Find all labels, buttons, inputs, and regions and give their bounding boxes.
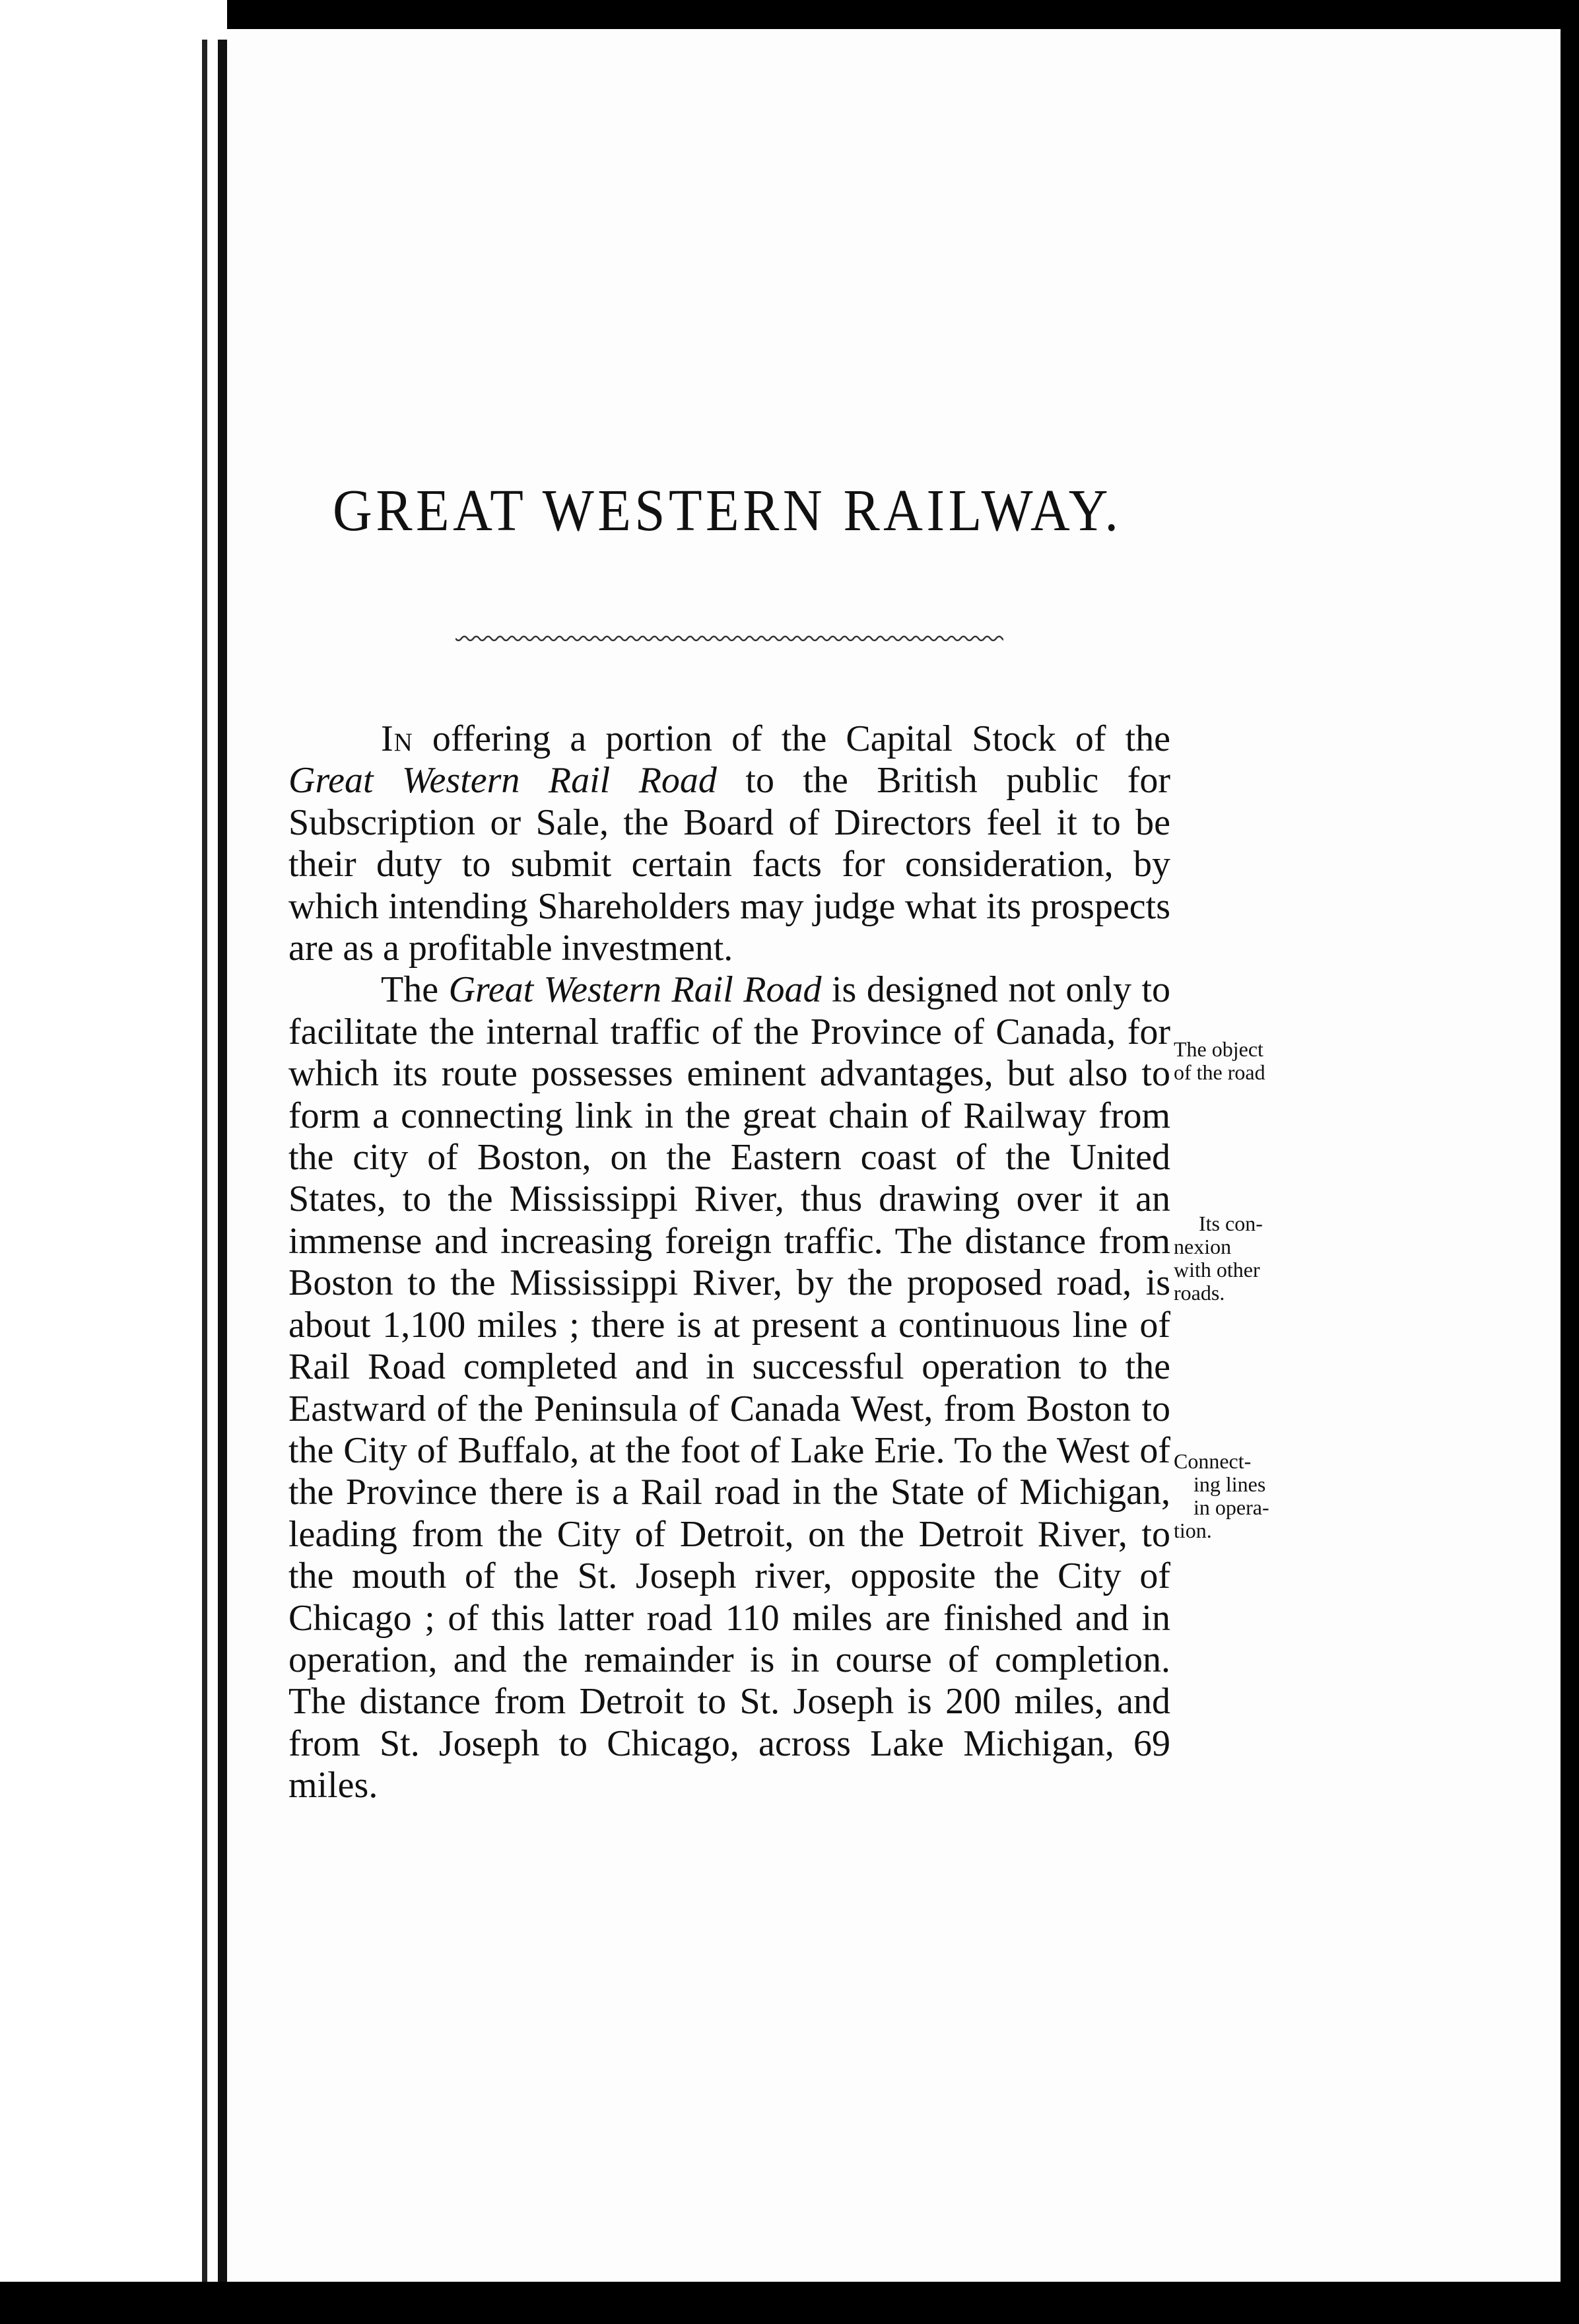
sidenote-line: of the road bbox=[1174, 1060, 1265, 1084]
text-run: to the British public for Subscription or Sale, the Board of Directors feel it to be their duty to submit certain facts for consideration, by which intending Shareholders may judge what its prospects are as a profitable investment. bbox=[288, 760, 1170, 969]
sidenote-line: Its con- bbox=[1199, 1212, 1263, 1235]
sidenote-line: in opera- bbox=[1193, 1495, 1269, 1519]
sidenote-line: with other bbox=[1174, 1258, 1260, 1282]
sidenote-line: tion. bbox=[1174, 1519, 1212, 1542]
italic-text: Great Western Rail Road bbox=[448, 969, 822, 1011]
body-text bbox=[288, 718, 1170, 1807]
scan-top-border bbox=[0, 0, 1579, 29]
paragraph-1 bbox=[288, 718, 1170, 969]
sidenote-line: roads. bbox=[1174, 1281, 1225, 1305]
sidenote-connecting-lines bbox=[1174, 1450, 1306, 1542]
sidenote-object-of-road bbox=[1174, 1038, 1306, 1084]
text-run: offering a portion of the Capital Stock of the bbox=[413, 718, 1170, 759]
scan-left-margin bbox=[0, 0, 227, 2324]
text-run: is designed not only to facilitate the internal traffic of the Province of Canada, for which its route possesses eminent advantages, but also to form a connecting link in the great chain of Railway from the city of Boston, on the Eastern coast of the United States, to the Mississippi River, thus drawing over it an immense and increasing foreign traffic. The distance from Boston to the Mississippi River, by the proposed road, is about 1,100 miles ; there is at present a continuous line of Rail Road completed and in successful operation to the Eastward of the Peninsula of Canada West, from Boston to the City of Buffalo, at the foot of Lake Erie. To the West of the Province there is a Rail road in the State of Michigan, leading from the City of Detroit, on the Detroit River, to the mouth of the St. Joseph river, opposite the City of Chicago ; of this latter road 110 miles are finished and in operation, and the remainder is in course of completion. The distance from Detroit to St. Joseph is 200 miles, and from St. Joseph to Chicago, across Lake Michigan, 69 miles. bbox=[288, 969, 1171, 1806]
sidenote-line: The object bbox=[1174, 1037, 1263, 1061]
binding-edge-thin bbox=[202, 40, 207, 2284]
sidenote-line: nexion bbox=[1174, 1235, 1232, 1258]
italic-text: Great Western Rail Road bbox=[288, 760, 717, 802]
wavy-rule-ornament bbox=[455, 629, 1003, 648]
drop-lead-word: In bbox=[381, 718, 413, 759]
sidenote-connexion bbox=[1174, 1212, 1306, 1305]
page-title: GREAT WESTERN RAILWAY. bbox=[333, 478, 1122, 543]
text-run: The bbox=[381, 969, 449, 1011]
sidenote-line: ing lines bbox=[1193, 1472, 1266, 1496]
scan-bottom-border bbox=[0, 2282, 1579, 2324]
sidenote-line: Connect- bbox=[1174, 1449, 1252, 1473]
paragraph-2 bbox=[288, 969, 1170, 1806]
